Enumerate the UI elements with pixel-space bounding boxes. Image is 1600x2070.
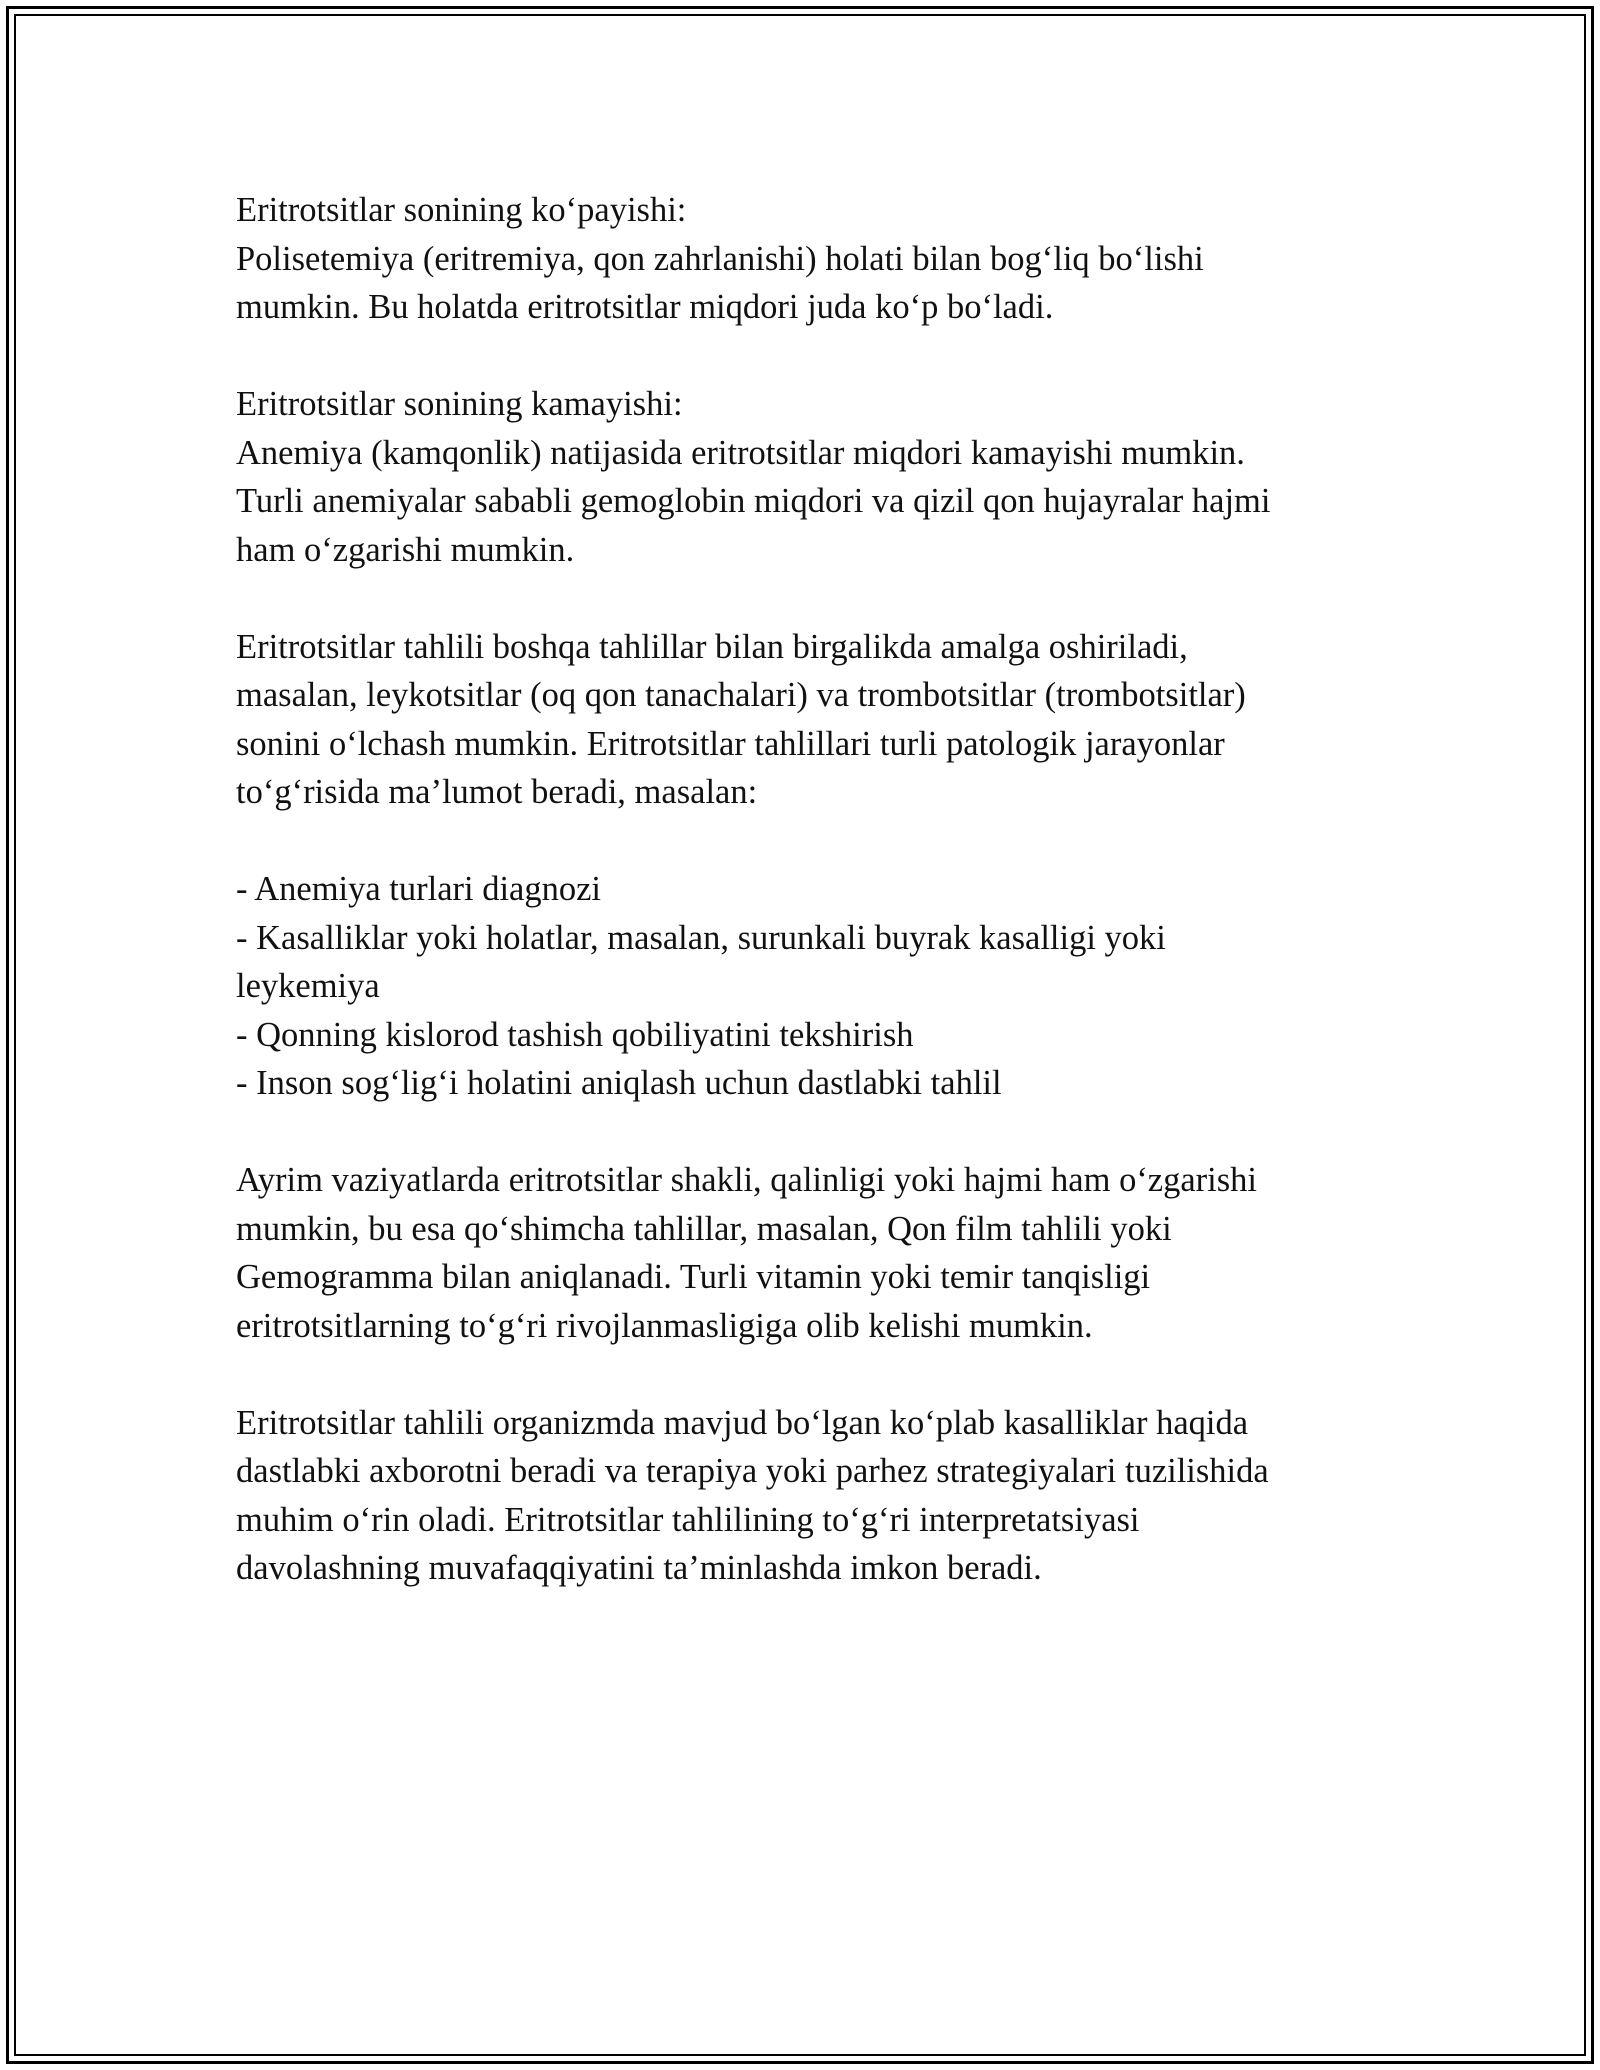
text-line: sonini o‘lchash mumkin. Eritrotsitlar tahlillari turli patologik jarayonlar bbox=[236, 724, 1225, 763]
list-item: leykemiya bbox=[236, 967, 380, 1005]
text-line: Gemogramma bilan aniqlanadi. Turli vitamin yoki temir tanqisligi bbox=[236, 1258, 1151, 1296]
text-line: Eritrotsitlar tahlili organizmda mavjud bo‘lgan ko‘plab kasalliklar haqida bbox=[236, 1403, 1249, 1442]
paragraph-decrease bbox=[236, 380, 1386, 574]
paragraph-conclusion bbox=[236, 1399, 1386, 1593]
document-body bbox=[236, 186, 1386, 1641]
list-item: - Anemiya turlari diagnozi bbox=[236, 870, 602, 908]
text-line: mumkin. Bu holatda eritrotsitlar miqdori juda ko‘p bo‘ladi. bbox=[236, 288, 1054, 326]
text-line: eritrotsitlarning to‘g‘ri rivojlanmasligiga olib kelishi mumkin. bbox=[236, 1306, 1093, 1345]
text-line: Anemiya (kamqonlik) natijasida eritrotsitlar miqdori kamayishi mumkin. bbox=[236, 433, 1245, 472]
text-line: Turli anemiyalar sababli gemoglobin miqdori va qizil qon hujayralar hajmi bbox=[236, 482, 1271, 520]
text-line: davolashning muvafaqqiyatini ta’minlashda imkon beradi. bbox=[236, 1549, 1042, 1587]
text-line: muhim o‘rin oladi. Eritrotsitlar tahlilining to‘g‘ri interpretatsiyasi bbox=[236, 1500, 1140, 1539]
text-line: to‘g‘risida ma’lumot beradi, masalan: bbox=[236, 773, 758, 811]
list-item: - Kasalliklar yoki holatlar, masalan, surunkali buyrak kasalligi yoki bbox=[236, 918, 1166, 957]
text-line: Polisetemiya (eritremiya, qon zahrlanishi) holati bilan bog‘liq bo‘lishi bbox=[236, 239, 1204, 278]
list-item: - Inson sog‘lig‘i holatini aniqlash uchun dastlabki tahlil bbox=[236, 1064, 1002, 1102]
paragraph-combined-analysis bbox=[236, 623, 1386, 817]
list-item: - Qonning kislorod tashish qobiliyatini tekshirish bbox=[236, 1015, 914, 1054]
text-line: Eritrotsitlar tahlili boshqa tahlillar bilan birgalikda amalga oshiriladi, bbox=[236, 627, 1188, 666]
text-line: dastlabki axborotni beradi va terapiya yoki parhez strategiyalari tuzilishida bbox=[236, 1452, 1269, 1490]
paragraph-increase bbox=[236, 186, 1386, 332]
text-line: Eritrotsitlar sonining kamayishi: bbox=[236, 385, 683, 423]
text-line: Eritrotsitlar sonining ko‘payishi: bbox=[236, 191, 687, 229]
text-line: mumkin, bu esa qo‘shimcha tahlillar, masalan, Qon film tahlili yoki bbox=[236, 1209, 1172, 1248]
text-line: Ayrim vaziyatlarda eritrotsitlar shakli, qalinligi yoki hajmi ham o‘zgarishi bbox=[236, 1161, 1258, 1199]
bullet-list bbox=[236, 865, 1386, 1108]
text-line: ham o‘zgarishi mumkin. bbox=[236, 530, 575, 569]
paragraph-shape-changes bbox=[236, 1156, 1386, 1350]
text-line: masalan, leykotsitlar (oq qon tanachalari) va trombotsitlar (trombotsitlar) bbox=[236, 676, 1246, 714]
